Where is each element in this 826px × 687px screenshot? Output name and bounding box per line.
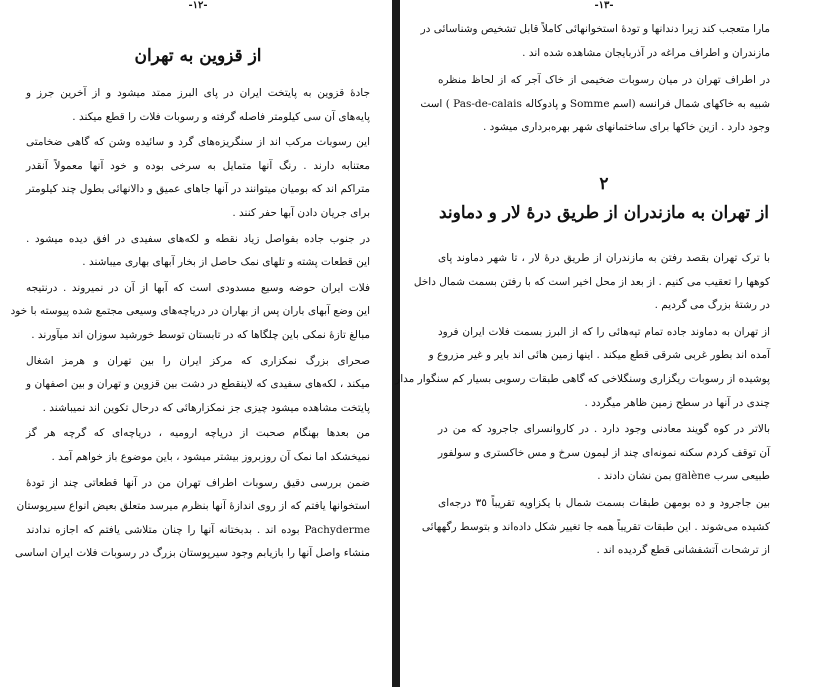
paragraph bbox=[26, 82, 370, 129]
paragraph bbox=[26, 422, 370, 469]
right-page bbox=[395, 0, 826, 687]
page-number: -١٣- bbox=[594, 0, 614, 11]
text-line: جادهٔ قزوین به پایتخت ایران در پای البرز ممتد میشود و از آخرین جرز و bbox=[26, 87, 370, 99]
section-heading: از تهران به مازندران از طریق درهٔ لار و دماوند bbox=[438, 202, 770, 223]
paragraph bbox=[10, 277, 370, 348]
text-line: استخوانها یافتم که از روی اندازهٔ آنها بنظرم میرسد متعلق بعیض انواع سیرپوستان bbox=[16, 500, 370, 513]
text-line: مارا متعجب کند زیرا دندانها و تودهٔ استخوانهائی کاملاً قابل تشخیص وشناسائی در bbox=[420, 23, 770, 35]
text-line: این قطعات پشته و تلهای نمک حاصل از بخار آبهای بهاری میباشند . bbox=[82, 256, 370, 269]
text-line: مبالغ تازهٔ نمکی باین چلگاها که در تابستان توسط خورشید سوزان اند میآورند . bbox=[31, 328, 370, 341]
paragraph bbox=[438, 418, 770, 489]
book-spine-divider bbox=[392, 0, 400, 687]
paragraph bbox=[26, 350, 370, 421]
paragraph bbox=[421, 492, 770, 563]
text-line: برای جریان دادن آبها حفر کنند . bbox=[232, 206, 370, 219]
text-line: من بعدها بهنگام صحبت از دریاچه ارومیه ، دریاچه‌ای که گرچه هر گز bbox=[26, 427, 370, 440]
paragraph bbox=[26, 131, 370, 225]
text-line: کشیده می‌شوند . این طبقات تقریباً همه جا تغییر شکل داده‌اند و بتوسط رگههائی bbox=[421, 520, 770, 533]
paragraph bbox=[420, 18, 770, 65]
paragraph bbox=[420, 69, 770, 140]
text-line: در جنوب جاده بفواصل زیاد نقطه و لکه‌های سفیدی در افق دیده میشود . bbox=[26, 232, 370, 245]
left-page bbox=[0, 0, 392, 687]
text-line: در رشتهٔ بزرگ می گردیم . bbox=[654, 299, 770, 312]
text-line: کوهها را تعقیب می کنیم . از بعد از محل اخیر است که با رفتن بسمت شمال داخل bbox=[413, 275, 770, 288]
text-line: معتنابه دارند . رنگ آنها متمایل به سرخی بوده و خود آنها معمولاً آنقدر bbox=[26, 159, 370, 172]
page-body bbox=[10, 82, 370, 566]
section-number: ٢ bbox=[599, 173, 609, 194]
text-line: شبیه به خاکهای شمال فرانسه (اسم Somme و پادوکاله Pas-de-calais ) است bbox=[420, 97, 770, 110]
text-line: مازندران و اطراف مراغه در آذربایجان مشاهده شده اند . bbox=[522, 46, 770, 59]
text-line: پایه‌های آن سی کیلومتر فاصله گرفته و رسوبات فلات را قطع میکند . bbox=[72, 110, 370, 123]
text-line: از تهران به دماوند جاده تمام تپه‌هائی را که از البرز بسمت فلات ایران فرود bbox=[438, 325, 770, 338]
text-line: منشاء واصل آنها را بازیابم وجود سیرپوستان بزرگ در رسوبات فلات ایران اساسی bbox=[14, 547, 370, 560]
page-body-bottom bbox=[395, 247, 770, 563]
section-heading: از قزوین به تهران bbox=[134, 46, 262, 66]
text-line: بالاتر در کوه گویند معادنی وجود دارد . در کاروانسرای جاجرود که من در bbox=[438, 423, 770, 436]
paragraph bbox=[14, 472, 370, 566]
text-line: بین جاجرود و ده بومهن طبقات بسمت شمال با یکزاویه تقریباً ٣٥ درجه‌ای bbox=[438, 496, 770, 509]
text-line: صحرای بزرگ نمکزاری که مرکز ایران را بین تهران و هرمز اشغال bbox=[26, 354, 370, 367]
paragraph bbox=[26, 228, 370, 275]
paragraph bbox=[413, 247, 770, 318]
page-number: -١٢- bbox=[188, 0, 208, 11]
text-line: فلات ایران حوضه وسیع مسدودی است که آبها از آن در نمیروند . درنتیجه bbox=[26, 281, 370, 294]
text-line: با ترک تهران بقصد رفتن به مازندران از طریق درهٔ لار ، تا شهر دماوند پای bbox=[438, 251, 770, 264]
text-line: Pachyderme بوده اند . بدبختانه آنها را چنان متلاشی یافتم که اجازه ندادند bbox=[26, 523, 370, 536]
text-line: ضمن بررسی دقیق رسوبات اطراف تهران من در آنها قطعاتی چند از تودهٔ bbox=[26, 476, 370, 489]
paragraph bbox=[395, 321, 770, 415]
text-line: آمده اند بطور غربی شرقی قطع میکند . اینها زمین هائی اند بایر و غیر مزروع و bbox=[428, 349, 770, 362]
text-line: چندی در آنها در سطح زمین ظاهر میگردد . bbox=[584, 396, 770, 409]
text-line: متراکم اند که بومیان میتوانند در آنها جاهای عمیق و دالانهائی بطول چند کیلومتر bbox=[26, 183, 370, 196]
page-body-top bbox=[420, 18, 770, 140]
text-line: میکند ، لکه‌های سفیدی که لاینقطع در دشت بین قزوین و تهران و بین اصفهان و bbox=[26, 378, 370, 391]
text-line: آن توقف کردم سکنه نمونه‌ای چند از لیمون سرخ و مس خاکستری و سولفور bbox=[438, 446, 770, 459]
text-line: پوشیده از رسوبات ریگزاری وسنگلاخی که گاهی طبقات رسوبی بسیار کم سنگوار مدار bbox=[395, 372, 770, 385]
text-line: طبیعی سرب galène بمن نشان دادند . bbox=[597, 470, 770, 483]
text-line: این رسوبات مرکب اند از سنگریزه‌های گرد و سائیده وشن که گاهی ضخامتی bbox=[26, 136, 370, 149]
text-line: نمیخشکد اما نمک آن روزبروز بیشتر میشود ، باین موضوع باز خواهم آمد . bbox=[51, 450, 370, 463]
text-line: این وضع آبهای باران پس از بهاران در دریاچه‌های وسیعی مجتمع شده پیوسته با خود bbox=[10, 305, 370, 318]
text-line: وجود دارد . ازین خاکها برای ساختمانهای شهر بهره‌برداری میشود . bbox=[483, 121, 770, 134]
text-line: در اطراف تهران در میان رسوبات ضخیمی از خاک آجر که از لحاظ منظره bbox=[438, 74, 770, 87]
text-line: از ترشحات آتشفشانی قطع گردیده اند . bbox=[596, 544, 770, 557]
text-line: پایتخت مشاهده میشود چیزی جز نمکزارهائی که درحال تکوین اند نمیباشند . bbox=[42, 401, 370, 414]
